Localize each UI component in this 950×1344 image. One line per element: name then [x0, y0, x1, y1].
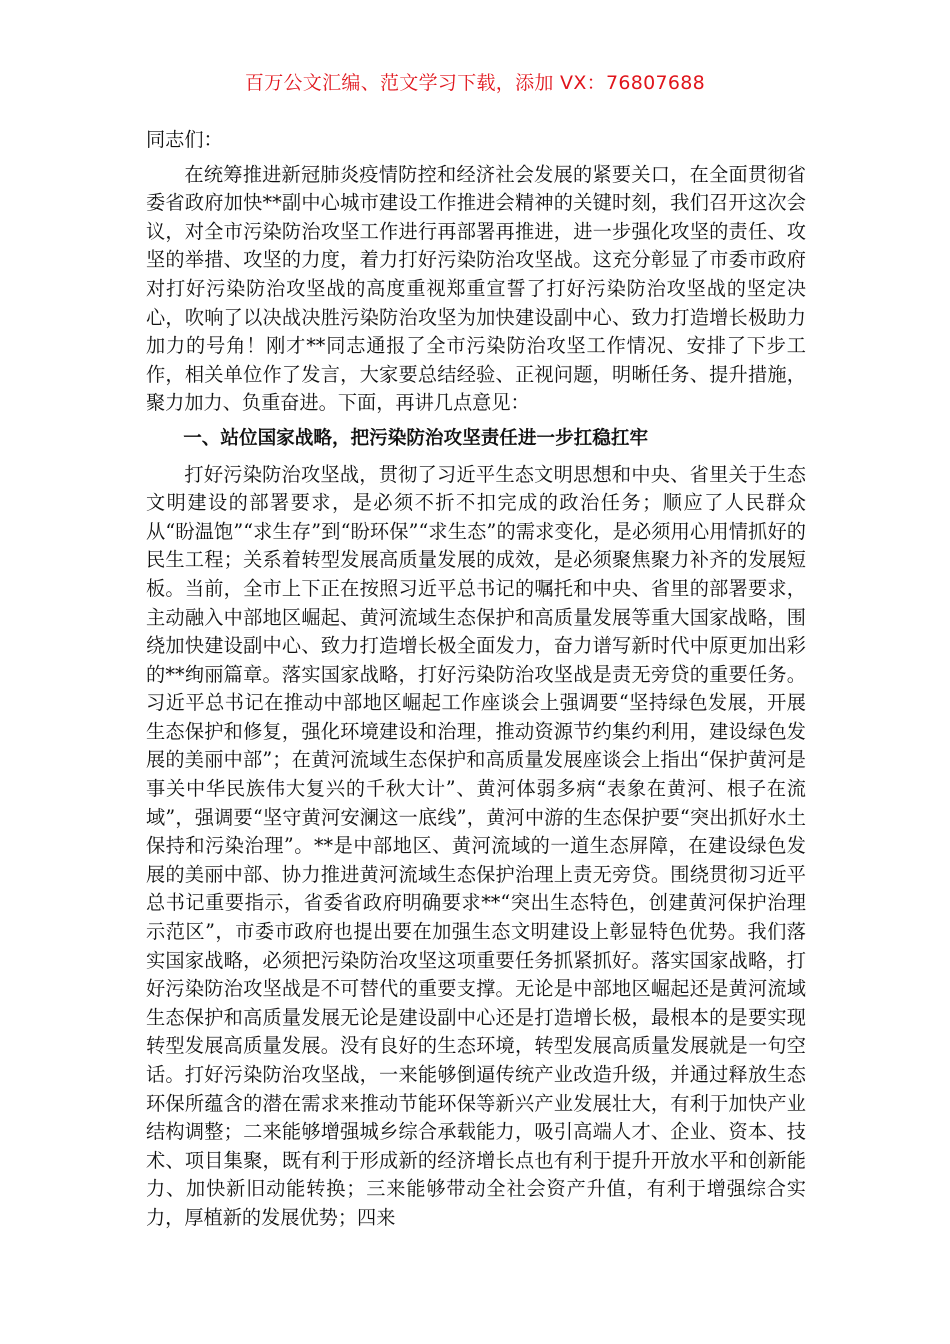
section-heading: 一、站位国家战略，把污染防治攻坚责任进一步扛稳扛牢: [183, 427, 649, 449]
intro-paragraph: 在统筹推进新冠肺炎疫情防控和经济社会发展的紧要关口，在全面贯彻省委省政府加快**副中心城市建设工作推进会精神的关键时刻，我们召开这次会议，对全市污染防治攻坚工作进行再部署再推进，进一步强化攻坚的责任、攻坚的举措、攻坚的力度，着力打好污染防治攻坚战。这充分彰显了市委市政府对打好污染防治攻坚战的高度重视郑重宣誓了打好污染防治攻坚战的坚定决心，吹响了以决战决胜污染防治攻坚为加快建设副中心、致力打造增长极助力加力的号角！刚才**同志通报了全市污染防治攻坚工作情况、安排了下步工作，相关单位作了发言，大家要总结经验、正视问题，明晰任务、提升措施，聚力加力、负重奋进。下面，再讲几点意见：: [146, 162, 806, 415]
document-body: [146, 126, 806, 1240]
header-banner: 百万公文汇编、范文学习下载，添加 VX：76807688: [244, 72, 706, 94]
section-body-paragraph: 打好污染防治攻坚战，贯彻了习近平生态文明思想和中央、省里关于生态文明建设的部署要求，是必须不折不扣完成的政治任务；顺应了人民群众从“盼温饱”“求生存”到“盼环保”“求生态”的需求变化，是必须用心用情抓好的民生工程；关系着转型发展高质量发展的成效，是必须聚焦聚力补齐的发展短板。当前，全市上下正在按照习近平总书记的嘱托和中央、省里的部署要求，主动融入中部地区崛起、黄河流域生态保护和高质量发展等重大国家战略，围绕加快建设副中心、致力打造增长极全面发力，奋力谱写新时代中原更加出彩的**绚丽篇章。落实国家战略，打好污染防治攻坚战是责无旁贷的重要任务。习近平总书记在推动中部地区崛起工作座谈会上强调要“坚持绿色发展，开展生态保护和修复，强化环境建设和治理，推动资源节约集约利用，建设绿色发展的美丽中部”；在黄河流域生态保护和高质量发展座谈会上指出“保护黄河是事关中华民族伟大复兴的千秋大计”、黄河体弱多病“表象在黄河、根子在流域”，强调要“坚守黄河安澜这一底线”，黄河中游的生态保护要“突出抓好水土保持和污染治理”。**是中部地区、黄河流域的一道生态屏障，在建设绿色发展的美丽中部、协力推进黄河流域生态保护治理上责无旁贷。围绕贯彻习近平总书记重要指示，省委省政府明确要求**“突出生态特色，创建黄河保护治理示范区”，市委市政府也提出要在加强生态文明建设上彰显特色优势。我们落实国家战略，必须把污染防治攻坚这项重要任务抓紧抓好。落实国家战略，打好污染防治攻坚战是不可替代的重要支撑。无论是中部地区崛起还是黄河流域生态保护和高质量发展无论是建设副中心还是打造增长极，最根本的是要实现转型发展高质量发展。没有良好的生态环境，转型发展高质量发展就是一句空话。打好污染防治攻坚战，一来能够倒逼传统产业改造升级，并通过释放生态环保所蕴含的潜在需求来推动节能环保等新兴产业发展壮大，有利于加快产业结构调整；二来能够增强城乡综合承载能力，吸引高端人才、企业、资本、技术、项目集聚，既有利于形成新的经济增长点也有利于提升开放水平和创新能力、加快新旧动能转换；三来能够带动全社会资产升值，有利于增强综合实力，厚植新的发展优势；四来: [146, 462, 806, 1229]
salutation: 同志们：: [146, 128, 223, 151]
